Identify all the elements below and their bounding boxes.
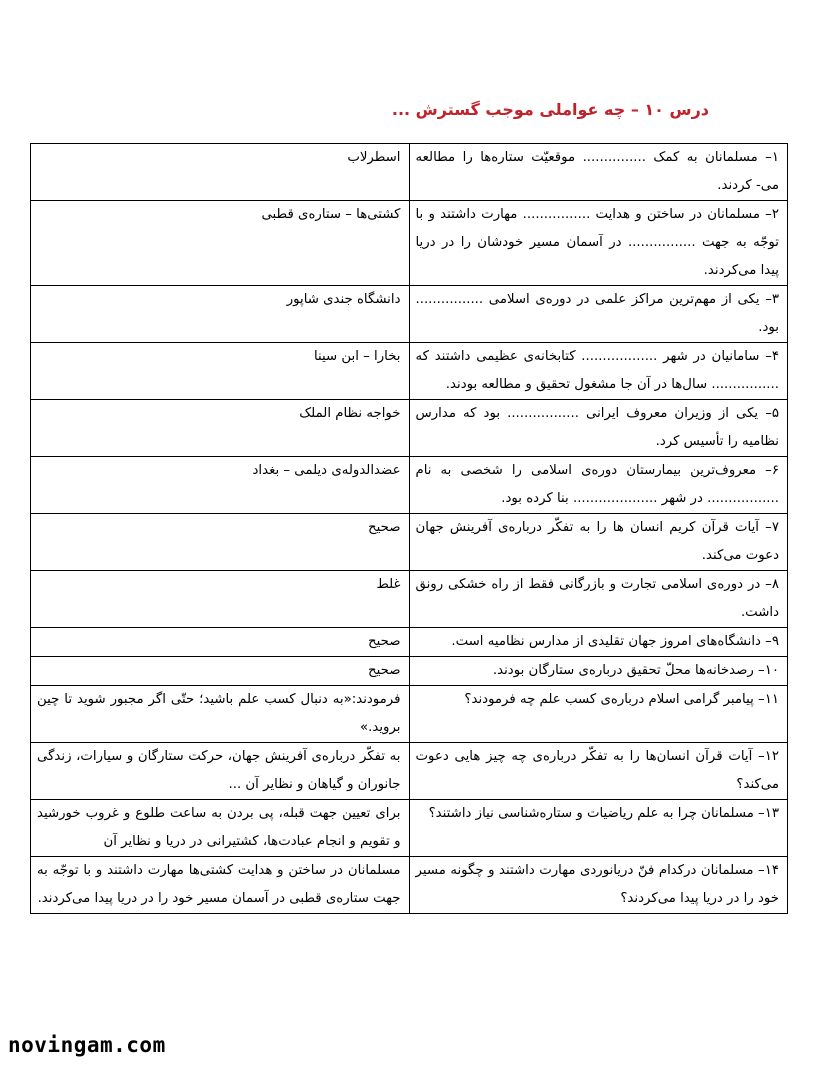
table-row [31,800,788,857]
question-cell: ۲– مسلمانان در ساختن و هدایت ................ مهارت داشتند و با توجّه به جهت ................ در آسمان مسیر خودشان را در دریا پیدا می‌کردند. [409,201,788,286]
answer-cell: خواجه نظام الملک [31,400,410,457]
answer-cell: به تفکّر درباره‌ی آفرینش جهان، حرکت ستارگان و سیارات، زندگی جانوران و گیاهان و نظایر آن ... [31,743,410,800]
question-cell: ۱۰– رصدخانه‌ها محلّ تحقیق درباره‌ی ستارگان بودند. [409,657,788,686]
table-row [31,628,788,657]
table-row [31,571,788,628]
table-row [31,857,788,914]
table-row [31,686,788,743]
question-cell: ۱۴– مسلمانان درکدام فنّ دریانوردی مهارت داشتند و چگونه مسیر خود را در دریا پیدا می‌کردند؟ [409,857,788,914]
site-watermark: novingam.com [8,1033,166,1057]
question-cell: ۱۲– آیات قرآن انسان‌ها را به تفکّر درباره‌ی چه چیز هایی دعوت می‌کند؟ [409,743,788,800]
table-row [31,286,788,343]
answer-cell: برای تعیین جهت قبله، پی بردن به ساعت طلوع و غروب خورشید و تقویم و انجام عبادت‌ها، کشتیرانی در دریا و نظایر آن [31,800,410,857]
question-cell: ۱– مسلمانان به کمک ............... موقعیّت ستاره‌ها را مطالعه می- کردند. [409,144,788,201]
answer-cell: صحیح [31,628,410,657]
question-cell: ۶– معروف‌ترین بیمارستان دوره‌ی اسلامی را شخصی به نام ................. در شهر .................... بنا کرده بود. [409,457,788,514]
answer-cell: دانشگاه جندی شاپور [31,286,410,343]
question-cell: ۱۳– مسلمانان چرا به علم ریاضیات و ستاره‌شناسی نیاز داشتند؟ [409,800,788,857]
table-row [31,743,788,800]
table-row [31,457,788,514]
answer-cell: فرمودند:«به دنبال کسب علم باشید؛ حتّی اگر مجبور شوید تا چین بروید.» [31,686,410,743]
question-cell: ۸– در دوره‌ی اسلامی تجارت و بازرگانی فقط از راه خشکی رونق داشت. [409,571,788,628]
answer-cell: غلط [31,571,410,628]
answer-cell: صحیح [31,657,410,686]
answer-cell: مسلمانان در ساختن و هدایت کشتی‌ها مهارت داشتند و با توجّه به جهت ستاره‌ی قطبی در آسمان مسیر خود را در دریا پیدا می‌کردند. [31,857,410,914]
question-cell: ۴– سامانیان در شهر .................. کتابخانه‌ی عظیمی داشتند که ................ سال‌ها در آن جا مشغول تحقیق و مطالعه بودند. [409,343,788,400]
question-cell: ۳– یکی از مهم‌ترین مراکز علمی در دوره‌ی اسلامی ................ بود. [409,286,788,343]
answer-cell: صحیح [31,514,410,571]
question-cell: ۵– یکی از وزیران معروف ایرانی ................. بود که مدارس نظامیه را تأسیس کرد. [409,400,788,457]
lesson-title: درس ۱۰ – چه عواملی موجب گسترش ... [391,100,709,119]
question-cell: ۱۱– پیامبر گرامی اسلام درباره‌ی کسب علم چه فرمودند؟ [409,686,788,743]
question-cell: ۷– آیات قرآن کریم انسان ها را به تفکّر درباره‌ی آفرینش جهان دعوت می‌کند. [409,514,788,571]
answer-cell: عضدالدوله‌ی دیلمی – بغداد [31,457,410,514]
question-cell: ۹– دانشگاه‌های امروز جهان تقلیدی از مدارس نظامیه است. [409,628,788,657]
table-row [31,201,788,286]
table-row [31,343,788,400]
table-row [31,144,788,201]
table-row [31,657,788,686]
answer-cell: کشتی‌ها – ستاره‌ی قطبی [31,201,410,286]
question-answer-table [30,143,788,914]
answer-cell: بخارا – ابن سینا [31,343,410,400]
answer-cell: اسطرلاب [31,144,410,201]
table-row [31,514,788,571]
table-row [31,400,788,457]
